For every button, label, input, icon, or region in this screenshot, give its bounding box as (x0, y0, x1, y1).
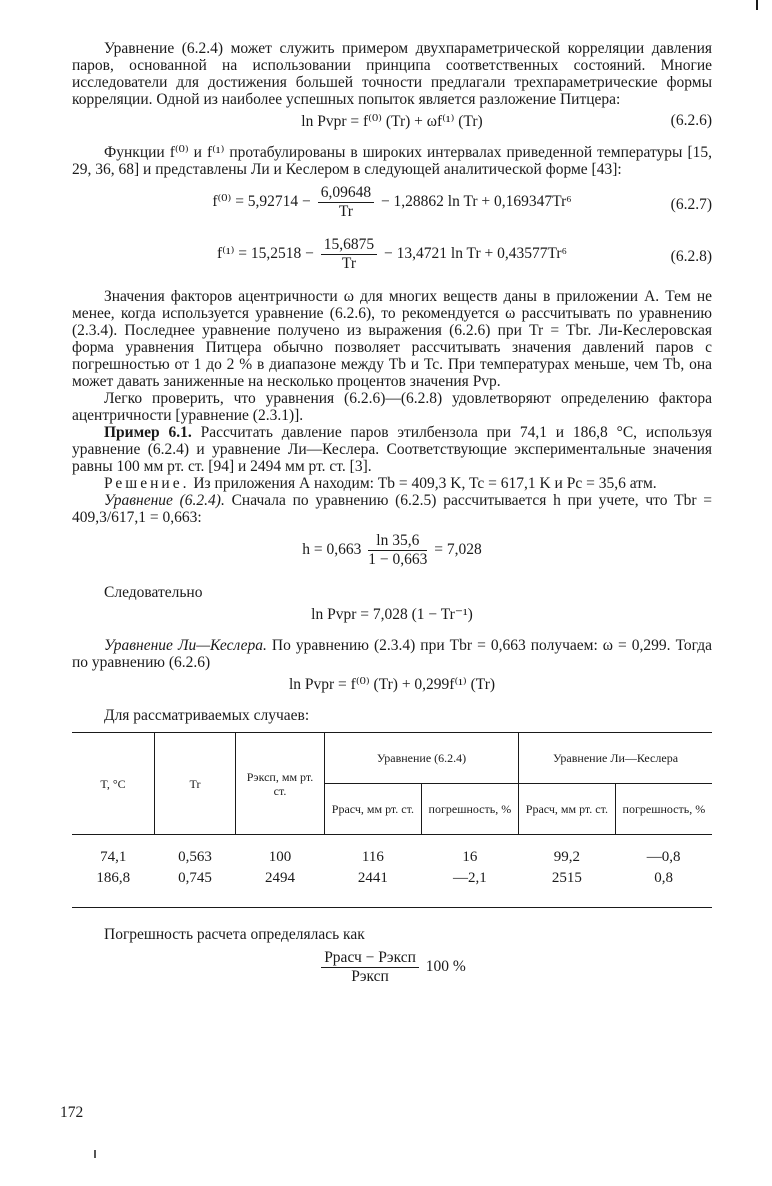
header-pexp: Pэксп, мм рт. ст. (236, 733, 325, 835)
cell-pcalc-2: 99,2 (553, 849, 580, 865)
header-tr: Tr (155, 733, 236, 835)
eq-624-text: Сначала по уравнению (6.2.5) рассчитывается h при учете, что Tbr = 409,3/617,1 = 0,663: (72, 492, 713, 526)
equation-rhs: − 13,4721 ln Tr + 0,43577Tr⁶ (384, 245, 567, 263)
lee-kesler-label: Уравнение Ли—Кеслера. (104, 637, 267, 654)
equation-lee-kesler (72, 675, 712, 697)
paragraph-pitzer-intro: Уравнение (6.2.4) может служить примером двухпараметрической корреляции давления паров, основанной на использовании принципа соответственных состояний. Многие исследователи для достижения большей точности предлагали трехпараметрические формы корреляции. Одной из наиболее успешных попыток является разложение Питцера: (72, 40, 712, 108)
paragraph-eq-624 (72, 492, 712, 526)
paragraph-functions: Функции f⁽⁰⁾ и f⁽¹⁾ протабулированы в широких интервалах приведенной температуры [15, 29, 36, 68] и представлены Ли и Кеслером в следующей аналитической форме [43]: (72, 144, 712, 178)
example-label: Пример 6.1. (104, 424, 192, 441)
page-body (72, 40, 712, 1001)
fraction (321, 236, 377, 273)
equation-body: ln Pvpr = f⁽⁰⁾ (Tr) + 0,299f⁽¹⁾ (Tr) (288, 676, 496, 693)
margin-mark (756, 0, 758, 10)
cell-pexp: 100 (268, 849, 292, 865)
equation-rhs: 100 % (425, 958, 466, 976)
header-group-eq624: Уравнение (6.2.4) (325, 733, 519, 784)
paragraph-error-definition: Погрешность расчета определялась как (104, 926, 365, 943)
header-error-1: погрешность, % (421, 784, 518, 835)
equation-body: ln Pvpr = f⁽⁰⁾ (Tr) + ωf⁽¹⁾ (Tr) (301, 113, 483, 130)
cell-pcalc-1: 2441 (357, 870, 388, 886)
solution-label: Решение. (104, 475, 190, 492)
equation-rhs: = 7,028 (434, 541, 482, 559)
fraction-numerator: 6,09648 (318, 184, 374, 203)
fraction-denominator: Pэксп (351, 968, 389, 985)
cell-error-1: 16 (462, 849, 478, 865)
equation-6-2-6 (72, 112, 712, 134)
header-pcalc-1: Pрасч, мм рт. ст. (325, 784, 422, 835)
example-text: Рассчитать давление паров этилбензола при 74,1 и 186,8 °C, используя уравнение (6.2.4) и уравнение Ли—Кеслера. Соответствующие экспериментальные значения равны 100 мм рт. ст. [94] и 2494 мм рт. ст. [3]. (72, 424, 712, 475)
equation-6-2-7 (72, 184, 712, 228)
cell-pcalc-1: 116 (361, 849, 384, 865)
equation-lhs: h = 0,663 (302, 541, 362, 559)
equation-number: (6.2.6) (670, 112, 712, 129)
header-error-2: погрешность, % (622, 802, 706, 816)
fraction-denominator: Tr (338, 203, 353, 220)
fraction-denominator: Tr (341, 255, 357, 272)
margin-mark (94, 1150, 96, 1158)
fraction (321, 949, 419, 986)
cell-t: 74,1 (100, 849, 127, 865)
paragraph-therefore: Следовательно (104, 584, 203, 601)
header-pcalc-2: Pрасч, мм рт. ст. (519, 784, 616, 835)
fraction-denominator: 1 − 0,663 (368, 551, 428, 568)
equation-rhs: − 1,28862 ln Tr + 0,169347Tr⁶ (380, 193, 572, 211)
header-temperature: T, °C (72, 733, 155, 835)
cell-error-2: 0,8 (654, 870, 673, 886)
fraction-numerator: 15,6875 (321, 236, 377, 255)
paragraph-solution (72, 475, 712, 492)
equation-error (72, 949, 712, 993)
equation-h (72, 532, 712, 576)
cell-tr: 0,563 (178, 849, 212, 865)
solution-text: Из приложения А находим: Tb = 409,3 K, Tc = 617,1 K и Pc = 35,6 атм. (189, 475, 657, 492)
cell-error-1: —2,1 (452, 870, 487, 886)
header-group-lee-kesler: Уравнение Ли—Кеслера (519, 733, 713, 784)
results-table (72, 732, 712, 908)
equation-lhs: f⁽⁰⁾ = 5,92714 − (212, 193, 311, 211)
paragraph-acentric-factors: Значения факторов ацентричности ω для многих веществ даны в приложении А. Тем не менее, когда используется уравнение (6.2.6), то рекомендуется ω рассчитывать по уравнению (2.3.4). Последнее уравнение получено из выражения (6.2.6) при Tr = Tbr. Ли-Кеслеровская форма уравнения Питцера обычно позволяет рассчитывать значения давлений паров с погрешностью от 1 до 2 % в диапазоне между Tb и Tc. При температурах меньше, чем Tb, она может давать заниженные на несколько процентов значения Pvp. (72, 288, 712, 390)
cell-tr: 0,745 (178, 870, 212, 886)
equation-number: (6.2.7) (670, 196, 712, 213)
paragraph-check: Легко проверить, что уравнения (6.2.6)—(6.2.8) удовлетворяют определению фактора ацентричности [уравнение (2.3.1)]. (72, 390, 712, 424)
lee-kesler-text: По уравнению (2.3.4) при Tbr = 0,663 получаем: ω = 0,299. Тогда по уравнению (6.2.6) (72, 637, 712, 671)
equation-ln-pvp (72, 605, 712, 627)
cell-pcalc-2: 2515 (551, 870, 582, 886)
cell-pexp: 2494 (265, 870, 295, 886)
equation-number: (6.2.8) (670, 248, 712, 265)
fraction (318, 184, 374, 221)
cell-t: 186,8 (96, 870, 131, 886)
equation-body: ln Pvpr = 7,028 (1 − Tr⁻¹) (311, 606, 473, 623)
paragraph-example (72, 424, 712, 475)
equation-lhs: f⁽¹⁾ = 15,2518 − (217, 245, 314, 263)
fraction-numerator: ln 35,6 (368, 532, 427, 551)
eq-624-label: Уравнение (6.2.4). (104, 492, 225, 509)
equation-6-2-8 (72, 236, 712, 280)
paragraph-cases: Для рассматриваемых случаев: (104, 707, 310, 724)
paragraph-lee-kesler (72, 637, 712, 671)
cell-error-2: —0,8 (646, 849, 681, 865)
fraction (368, 532, 427, 569)
page-number: 172 (60, 1104, 84, 1121)
fraction-numerator: Pрасч − Pэксп (321, 949, 419, 968)
